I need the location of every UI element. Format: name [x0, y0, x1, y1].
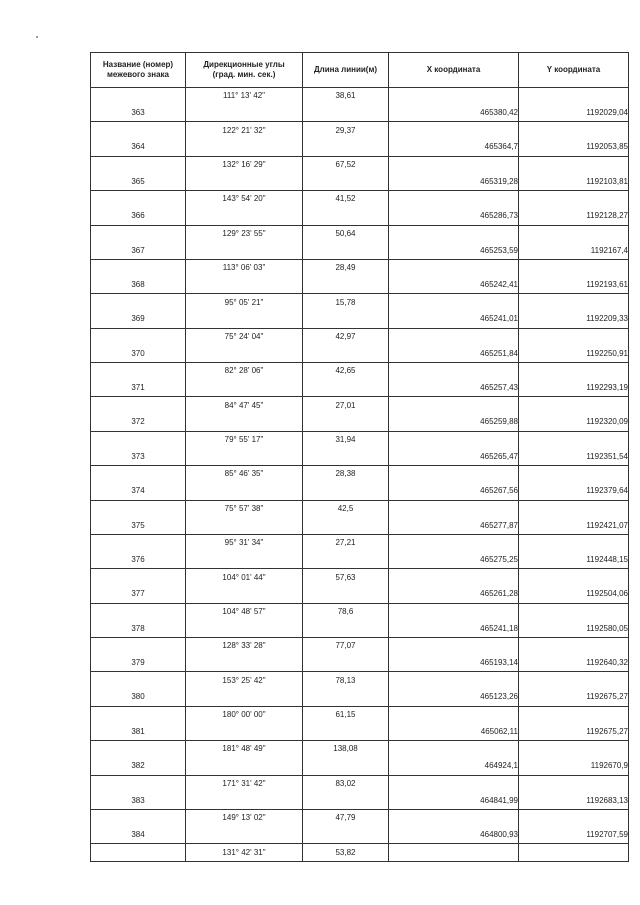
line-length-cell: 27,01	[303, 397, 389, 414]
line-length-cell: 50,64	[303, 225, 389, 242]
table-row	[91, 672, 629, 689]
direction-angle-cell: 95° 05' 21"	[186, 294, 303, 311]
direction-angle-cell	[186, 552, 303, 569]
y-coordinate-cell: 1192053,85	[519, 139, 629, 156]
direction-angle-cell: 181° 48' 49"	[186, 741, 303, 758]
direction-angle-cell: 131° 42' 31"	[186, 844, 303, 862]
table-row	[91, 758, 629, 775]
table-row	[91, 156, 629, 173]
x-coordinate-cell: 465364,7	[389, 139, 519, 156]
y-coordinate-cell	[519, 225, 629, 242]
line-length-cell	[303, 414, 389, 431]
point-name-cell	[91, 706, 186, 723]
x-coordinate-cell: 465241,01	[389, 311, 519, 328]
direction-angle-cell: 128° 33' 28"	[186, 638, 303, 655]
point-name-cell	[91, 809, 186, 826]
table-row	[91, 225, 629, 242]
y-coordinate-cell	[519, 741, 629, 758]
line-length-cell	[303, 723, 389, 740]
x-coordinate-cell	[389, 363, 519, 380]
x-coordinate-cell: 465257,43	[389, 380, 519, 397]
x-coordinate-cell	[389, 534, 519, 551]
line-length-cell	[303, 380, 389, 397]
x-coordinate-cell: 465275,25	[389, 552, 519, 569]
x-coordinate-cell	[389, 122, 519, 139]
table-row	[91, 586, 629, 603]
line-length-cell: 29,37	[303, 122, 389, 139]
x-coordinate-cell	[389, 156, 519, 173]
line-length-cell: 28,38	[303, 466, 389, 483]
point-name-cell	[91, 363, 186, 380]
direction-angle-cell: 143° 54' 20"	[186, 191, 303, 208]
y-coordinate-cell: 1192707,59	[519, 827, 629, 844]
y-coordinate-cell	[519, 431, 629, 448]
direction-angle-cell	[186, 277, 303, 294]
point-name-cell: 381	[91, 723, 186, 740]
table-row	[91, 414, 629, 431]
table-row	[91, 105, 629, 122]
y-coordinate-cell: 1192351,54	[519, 448, 629, 465]
line-length-cell	[303, 689, 389, 706]
point-name-cell: 369	[91, 311, 186, 328]
x-coordinate-cell: 465241,18	[389, 620, 519, 637]
y-coordinate-cell	[519, 191, 629, 208]
table-row	[91, 741, 629, 758]
line-length-cell	[303, 139, 389, 156]
header-point-name-line2: межевого знака	[106, 70, 170, 79]
line-length-cell: 42,5	[303, 500, 389, 517]
point-name-cell	[91, 294, 186, 311]
line-length-cell: 42,65	[303, 363, 389, 380]
point-name-cell	[91, 638, 186, 655]
y-coordinate-cell: 1192379,64	[519, 483, 629, 500]
line-length-cell: 61,15	[303, 706, 389, 723]
table-row	[91, 569, 629, 586]
y-coordinate-cell	[519, 328, 629, 345]
point-name-cell	[91, 741, 186, 758]
table-row	[91, 122, 629, 139]
direction-angle-cell: 75° 57' 38"	[186, 500, 303, 517]
y-coordinate-cell: 1192640,32	[519, 655, 629, 672]
table-row	[91, 191, 629, 208]
direction-angle-cell: 153° 25' 42"	[186, 672, 303, 689]
direction-angle-cell: 149° 13' 02"	[186, 809, 303, 826]
point-name-cell	[91, 672, 186, 689]
line-length-cell: 77,07	[303, 638, 389, 655]
y-coordinate-cell	[519, 638, 629, 655]
header-point-name-line1: Название (номер)	[102, 60, 174, 69]
y-coordinate-cell	[519, 88, 629, 105]
point-name-cell: 366	[91, 208, 186, 225]
point-name-cell: 378	[91, 620, 186, 637]
y-coordinate-cell: 1192193,61	[519, 277, 629, 294]
table-row	[91, 88, 629, 105]
line-length-cell	[303, 517, 389, 534]
header-y-coordinate: Y координата	[519, 53, 629, 88]
line-length-cell: 15,78	[303, 294, 389, 311]
direction-angle-cell	[186, 483, 303, 500]
table-row	[91, 139, 629, 156]
table-row	[91, 173, 629, 190]
y-coordinate-cell	[519, 706, 629, 723]
point-name-cell: 372	[91, 414, 186, 431]
x-coordinate-cell: 465319,28	[389, 173, 519, 190]
x-coordinate-cell	[389, 397, 519, 414]
direction-angle-cell: 111° 13' 42"	[186, 88, 303, 105]
y-coordinate-cell	[519, 122, 629, 139]
point-name-cell	[91, 844, 186, 862]
line-length-cell: 41,52	[303, 191, 389, 208]
x-coordinate-cell: 465242,41	[389, 277, 519, 294]
x-coordinate-cell	[389, 844, 519, 862]
table-row	[91, 775, 629, 792]
x-coordinate-cell: 465286,73	[389, 208, 519, 225]
table-row	[91, 483, 629, 500]
direction-angle-cell	[186, 827, 303, 844]
point-name-cell	[91, 225, 186, 242]
point-name-cell	[91, 500, 186, 517]
y-coordinate-cell	[519, 569, 629, 586]
table-row	[91, 655, 629, 672]
point-name-cell	[91, 259, 186, 276]
direction-angle-cell: 129° 23' 55"	[186, 225, 303, 242]
table-row	[91, 827, 629, 844]
line-length-cell	[303, 311, 389, 328]
point-name-cell	[91, 328, 186, 345]
x-coordinate-cell	[389, 500, 519, 517]
direction-angle-cell: 95° 31' 34"	[186, 534, 303, 551]
y-coordinate-cell: 1192293,19	[519, 380, 629, 397]
x-coordinate-cell	[389, 741, 519, 758]
x-coordinate-cell	[389, 603, 519, 620]
point-name-cell: 384	[91, 827, 186, 844]
y-coordinate-cell	[519, 259, 629, 276]
line-length-cell: 138,08	[303, 741, 389, 758]
table-row	[91, 242, 629, 259]
line-length-cell: 78,6	[303, 603, 389, 620]
direction-angle-cell	[186, 139, 303, 156]
point-name-cell	[91, 534, 186, 551]
table-row	[91, 363, 629, 380]
x-coordinate-cell: 465261,28	[389, 586, 519, 603]
direction-angle-cell	[186, 517, 303, 534]
line-length-cell: 67,52	[303, 156, 389, 173]
direction-angle-cell	[186, 208, 303, 225]
point-name-cell: 365	[91, 173, 186, 190]
line-length-cell	[303, 758, 389, 775]
x-coordinate-cell	[389, 706, 519, 723]
y-coordinate-cell	[519, 363, 629, 380]
table-row	[91, 277, 629, 294]
x-coordinate-cell	[389, 672, 519, 689]
direction-angle-cell: 113° 06' 03"	[186, 259, 303, 276]
y-coordinate-cell	[519, 672, 629, 689]
point-name-cell: 371	[91, 380, 186, 397]
point-name-cell	[91, 569, 186, 586]
point-name-cell	[91, 191, 186, 208]
y-coordinate-cell: 1192448,15	[519, 552, 629, 569]
x-coordinate-cell	[389, 191, 519, 208]
direction-angle-cell	[186, 311, 303, 328]
y-coordinate-cell: 1192675,27	[519, 689, 629, 706]
direction-angle-cell: 171° 31' 42"	[186, 775, 303, 792]
line-length-cell	[303, 620, 389, 637]
y-coordinate-cell: 1192675,27	[519, 723, 629, 740]
point-name-cell: 364	[91, 139, 186, 156]
line-length-cell	[303, 277, 389, 294]
header-direction-angle-line2: (град. мин. сек.)	[212, 70, 276, 79]
point-name-cell	[91, 122, 186, 139]
table-row	[91, 500, 629, 517]
line-length-cell: 28,49	[303, 259, 389, 276]
x-coordinate-cell: 465259,88	[389, 414, 519, 431]
x-coordinate-cell: 465267,56	[389, 483, 519, 500]
table-row	[91, 809, 629, 826]
x-coordinate-cell	[389, 569, 519, 586]
x-coordinate-cell	[389, 431, 519, 448]
table-row	[91, 448, 629, 465]
direction-angle-cell: 79° 55' 17"	[186, 431, 303, 448]
table-row	[91, 294, 629, 311]
y-coordinate-cell: 1192167,4	[519, 242, 629, 259]
line-length-cell: 42,97	[303, 328, 389, 345]
line-length-cell	[303, 448, 389, 465]
direction-angle-cell	[186, 105, 303, 122]
point-name-cell: 379	[91, 655, 186, 672]
y-coordinate-cell: 1192504,06	[519, 586, 629, 603]
direction-angle-cell	[186, 655, 303, 672]
direction-angle-cell	[186, 345, 303, 362]
table-row	[91, 380, 629, 397]
x-coordinate-cell	[389, 466, 519, 483]
scan-speck	[36, 36, 38, 38]
x-coordinate-cell: 464800,93	[389, 827, 519, 844]
x-coordinate-cell	[389, 225, 519, 242]
y-coordinate-cell	[519, 500, 629, 517]
table-row	[91, 620, 629, 637]
table-row	[91, 723, 629, 740]
direction-angle-cell	[186, 586, 303, 603]
table-header-row	[91, 53, 629, 88]
point-name-cell: 373	[91, 448, 186, 465]
header-direction-angle-line1: Дирекционные углы	[203, 60, 285, 69]
y-coordinate-cell: 1192029,04	[519, 105, 629, 122]
x-coordinate-cell	[389, 775, 519, 792]
line-length-cell	[303, 173, 389, 190]
boundary-coordinates-table	[90, 52, 629, 862]
y-coordinate-cell	[519, 809, 629, 826]
line-length-cell: 78,13	[303, 672, 389, 689]
y-coordinate-cell: 1192683,13	[519, 792, 629, 809]
line-length-cell	[303, 655, 389, 672]
point-name-cell: 368	[91, 277, 186, 294]
point-name-cell: 383	[91, 792, 186, 809]
x-coordinate-cell: 464924,1	[389, 758, 519, 775]
table-row	[91, 345, 629, 362]
table-body	[91, 88, 629, 862]
point-name-cell: 380	[91, 689, 186, 706]
point-name-cell	[91, 775, 186, 792]
point-name-cell: 367	[91, 242, 186, 259]
line-length-cell: 38,61	[303, 88, 389, 105]
direction-angle-cell: 82° 28' 06"	[186, 363, 303, 380]
direction-angle-cell	[186, 448, 303, 465]
line-length-cell: 53,82	[303, 844, 389, 862]
direction-angle-cell	[186, 414, 303, 431]
point-name-cell	[91, 466, 186, 483]
direction-angle-cell	[186, 792, 303, 809]
line-length-cell	[303, 792, 389, 809]
line-length-cell: 47,79	[303, 809, 389, 826]
line-length-cell: 27,21	[303, 534, 389, 551]
table-row	[91, 638, 629, 655]
line-length-cell	[303, 105, 389, 122]
line-length-cell: 31,94	[303, 431, 389, 448]
point-name-cell: 377	[91, 586, 186, 603]
table-row	[91, 552, 629, 569]
table-row	[91, 517, 629, 534]
x-coordinate-cell: 465277,87	[389, 517, 519, 534]
direction-angle-cell: 132° 16' 29"	[186, 156, 303, 173]
direction-angle-cell	[186, 723, 303, 740]
line-length-cell	[303, 208, 389, 225]
point-name-cell: 382	[91, 758, 186, 775]
y-coordinate-cell: 1192128,27	[519, 208, 629, 225]
x-coordinate-cell: 465251,84	[389, 345, 519, 362]
x-coordinate-cell: 465193,14	[389, 655, 519, 672]
point-name-cell: 376	[91, 552, 186, 569]
x-coordinate-cell	[389, 809, 519, 826]
line-length-cell	[303, 827, 389, 844]
direction-angle-cell	[186, 173, 303, 190]
table-row	[91, 844, 629, 862]
direction-angle-cell	[186, 689, 303, 706]
x-coordinate-cell	[389, 638, 519, 655]
table-row	[91, 259, 629, 276]
direction-angle-cell	[186, 242, 303, 259]
header-x-coordinate: Х координата	[389, 53, 519, 88]
point-name-cell	[91, 431, 186, 448]
line-length-cell	[303, 552, 389, 569]
header-direction-angle	[186, 53, 303, 88]
x-coordinate-cell: 464841,99	[389, 792, 519, 809]
point-name-cell: 374	[91, 483, 186, 500]
x-coordinate-cell	[389, 328, 519, 345]
point-name-cell	[91, 156, 186, 173]
point-name-cell	[91, 88, 186, 105]
point-name-cell: 370	[91, 345, 186, 362]
table-row	[91, 208, 629, 225]
y-coordinate-cell: 1192580,05	[519, 620, 629, 637]
y-coordinate-cell	[519, 534, 629, 551]
direction-angle-cell: 75° 24' 04"	[186, 328, 303, 345]
line-length-cell	[303, 345, 389, 362]
table-row	[91, 603, 629, 620]
x-coordinate-cell: 465380,42	[389, 105, 519, 122]
line-length-cell	[303, 242, 389, 259]
table-row	[91, 792, 629, 809]
y-coordinate-cell	[519, 844, 629, 862]
direction-angle-cell: 84° 47' 45"	[186, 397, 303, 414]
line-length-cell	[303, 586, 389, 603]
table-row	[91, 397, 629, 414]
y-coordinate-cell	[519, 156, 629, 173]
direction-angle-cell: 104° 01' 44"	[186, 569, 303, 586]
direction-angle-cell: 85° 46' 35"	[186, 466, 303, 483]
table-row	[91, 689, 629, 706]
y-coordinate-cell	[519, 294, 629, 311]
table-row	[91, 328, 629, 345]
table-row	[91, 534, 629, 551]
y-coordinate-cell	[519, 466, 629, 483]
point-name-cell: 375	[91, 517, 186, 534]
direction-angle-cell: 122° 21' 32"	[186, 122, 303, 139]
line-length-cell: 83,02	[303, 775, 389, 792]
y-coordinate-cell: 1192103,81	[519, 173, 629, 190]
y-coordinate-cell: 1192209,33	[519, 311, 629, 328]
table-row	[91, 431, 629, 448]
direction-angle-cell: 180° 00' 00"	[186, 706, 303, 723]
direction-angle-cell	[186, 620, 303, 637]
x-coordinate-cell	[389, 259, 519, 276]
point-name-cell	[91, 397, 186, 414]
direction-angle-cell	[186, 380, 303, 397]
y-coordinate-cell: 1192421,07	[519, 517, 629, 534]
table-row	[91, 311, 629, 328]
header-point-name	[91, 53, 186, 88]
header-line-length: Длина линии(м)	[303, 53, 389, 88]
y-coordinate-cell: 1192320,09	[519, 414, 629, 431]
x-coordinate-cell	[389, 294, 519, 311]
direction-angle-cell	[186, 758, 303, 775]
line-length-cell: 57,63	[303, 569, 389, 586]
y-coordinate-cell: 1192250,91	[519, 345, 629, 362]
point-name-cell: 363	[91, 105, 186, 122]
point-name-cell	[91, 603, 186, 620]
y-coordinate-cell	[519, 397, 629, 414]
line-length-cell	[303, 483, 389, 500]
x-coordinate-cell	[389, 88, 519, 105]
x-coordinate-cell: 465123,26	[389, 689, 519, 706]
x-coordinate-cell: 465265,47	[389, 448, 519, 465]
table-row	[91, 466, 629, 483]
y-coordinate-cell	[519, 775, 629, 792]
y-coordinate-cell: 1192670,9	[519, 758, 629, 775]
y-coordinate-cell	[519, 603, 629, 620]
x-coordinate-cell: 465062,11	[389, 723, 519, 740]
direction-angle-cell: 104° 48' 57"	[186, 603, 303, 620]
x-coordinate-cell: 465253,59	[389, 242, 519, 259]
table-row	[91, 706, 629, 723]
